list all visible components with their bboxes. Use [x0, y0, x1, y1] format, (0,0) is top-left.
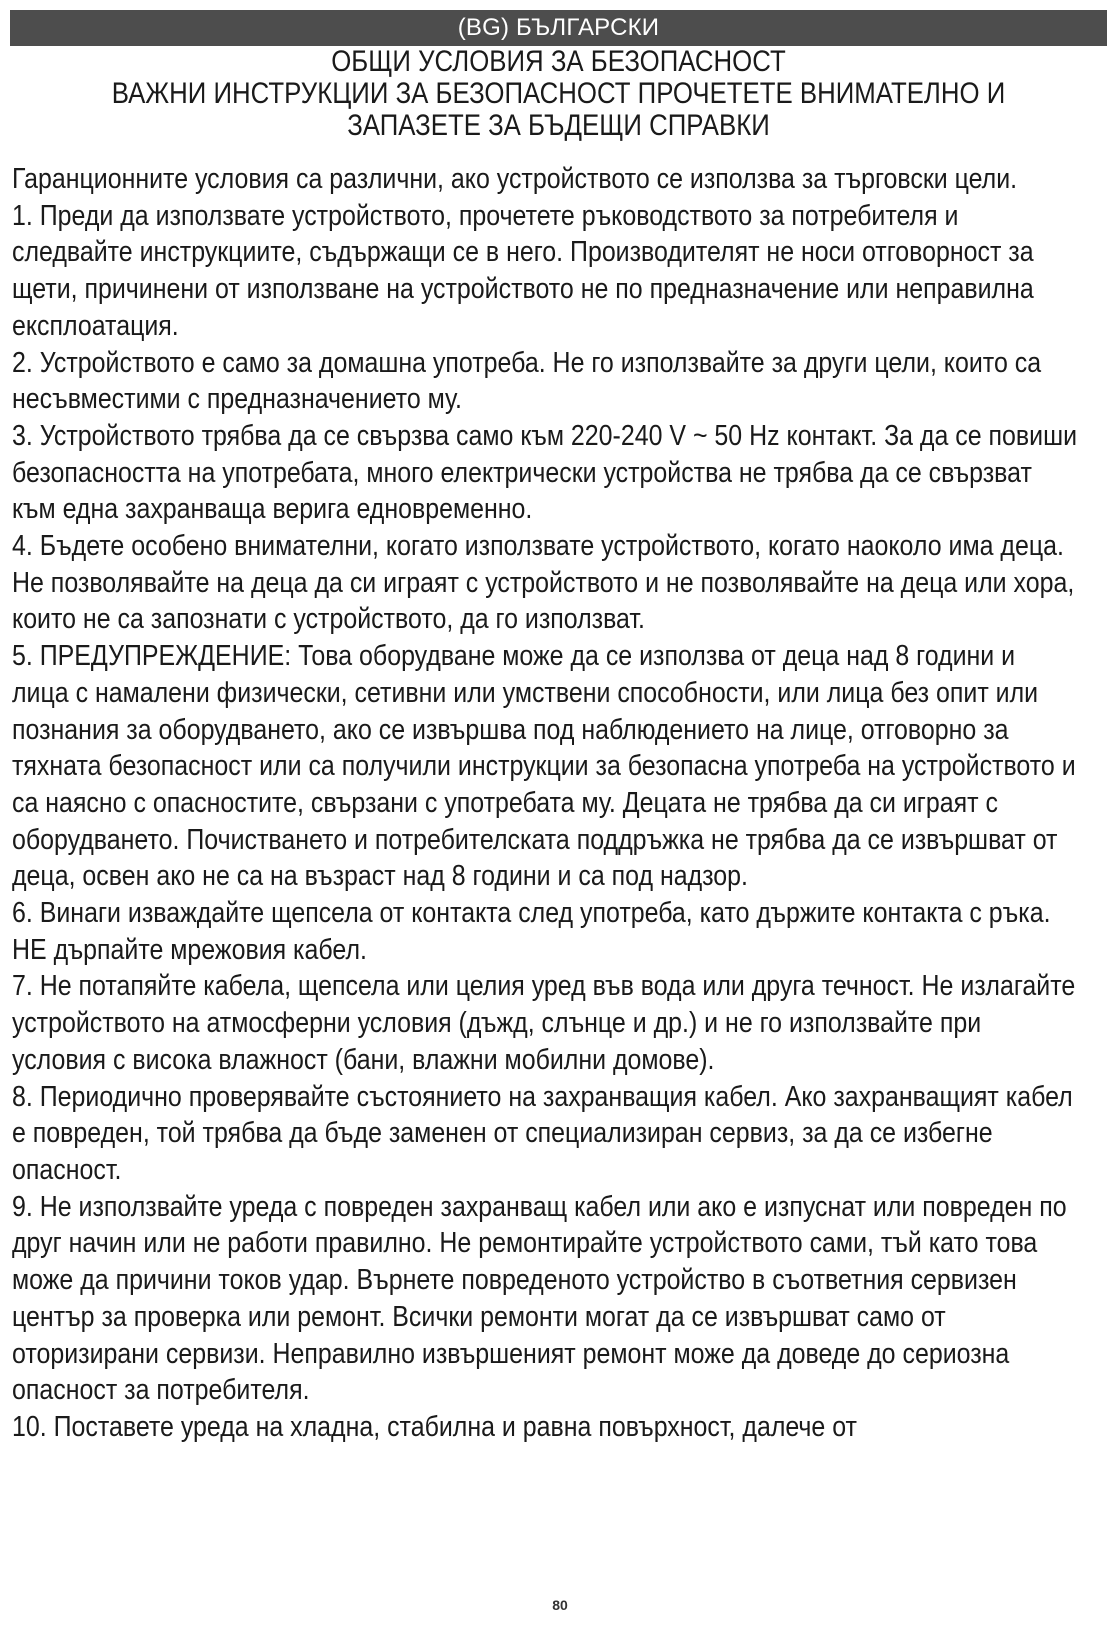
instruction-item-3: 3. Устройството трябва да се свързва само към 220-240 V ~ 50 Hz контакт. За да се повиши безопасността на употребата, много електрически устройства не трябва да се свързват към една захранваща верига едновременно. — [12, 419, 1078, 526]
instruction-item-5: 5. ПРЕДУПРЕЖДЕНИЕ: Това оборудване може да се използва от деца над 8 години и лица с намалени физически, сетивни или умствени способности, или лица без опит или познания за оборудването, ако се извършва под наблюдението на лице, отговорно за тяхната безопасност или са получили инструкции за безопасна употреба на устройството и са наясно с опасностите, свързани с употребата му. Децата не трябва да си играят с оборудването. Почистването и потребителската поддръжка не трябва да се извършват от деца, освен ако не са на възраст над 8 години и са под надзор. — [12, 640, 1076, 893]
instruction-item-7: 7. Не потапяйте кабела, щепсела или целия уред във вода или друга течност. Не излагайте устройството на атмосферни условия (дъжд, слънце и др.) и не го използвайте при условия с висока влажност (бани, влажни мобилни домове). — [12, 970, 1076, 1076]
instruction-item-1: 1. Преди да използвате устройството, прочетете ръководството за потребителя и следвайте инструкциите, съдържащи се в него. Производителят не носи отговорност за щети, причинени от използване на устройството не по предназначение или неправилна експлоатация. — [12, 199, 1034, 342]
instruction-item-8: 8. Периодично проверявайте състоянието на захранващия кабел. Ако захранващият кабел е повреден, той трябва да бъде заменен от специализиран сервиз, за да се избегне опасност. — [12, 1080, 1073, 1186]
page-number: 80 — [552, 1597, 568, 1613]
section-headings — [10, 46, 1107, 142]
safety-instructions-body — [12, 161, 1078, 1446]
language-header-bar: (BG) БЪЛГАРСКИ — [10, 10, 1107, 46]
warranty-note: Гаранционните условия са различни, ако устройството се използва за търговски цели. — [12, 163, 1018, 195]
subtitle-line-1: ВАЖНИ ИНСТРУКЦИИ ЗА БЕЗОПАСНОСТ ПРОЧЕТЕТЕ ВНИМАТЕЛНО И — [111, 77, 1006, 110]
instruction-item-2: 2. Устройството е само за домашна употреба. Не го използвайте за други цели, които са несъвместими с предназначението му. — [12, 346, 1042, 416]
main-title: ОБЩИ УСЛОВИЯ ЗА БЕЗОПАСНОСТ — [331, 45, 786, 78]
instruction-item-4: 4. Бъдете особено внимателни, когато използвате устройството, когато наоколо има деца. Не позволявайте на деца да си играят с устройството и не позволявайте на деца или хора, които не са запознати с устройството, да го използват. — [12, 530, 1075, 636]
instruction-item-9: 9. Не използвайте уреда с повреден захранващ кабел или ако е изпуснат или повреден по друг начин или не работи правилно. Не ремонтирайте устройството сами, тъй като това може да причини токов удар. Върнете повреденото устройство в съответния сервизен център за проверка или ремонт. Всички ремонти могат да се извършват само от оторизирани сервизи. Неправилно извършеният ремонт може да доведе до сериозна опасност за потребителя. — [12, 1190, 1067, 1407]
subtitle-line-2: ЗАПАЗЕТЕ ЗА БЪДЕЩИ СПРАВКИ — [347, 109, 770, 142]
instruction-item-6: 6. Винаги изваждайте щепсела от контакта след употреба, като държите контакта с ръка. НЕ дърпайте мрежовия кабел. — [12, 897, 1051, 966]
instruction-item-10: 10. Поставете уреда на хладна, стабилна и равна повърхност, далече от — [12, 1410, 857, 1443]
